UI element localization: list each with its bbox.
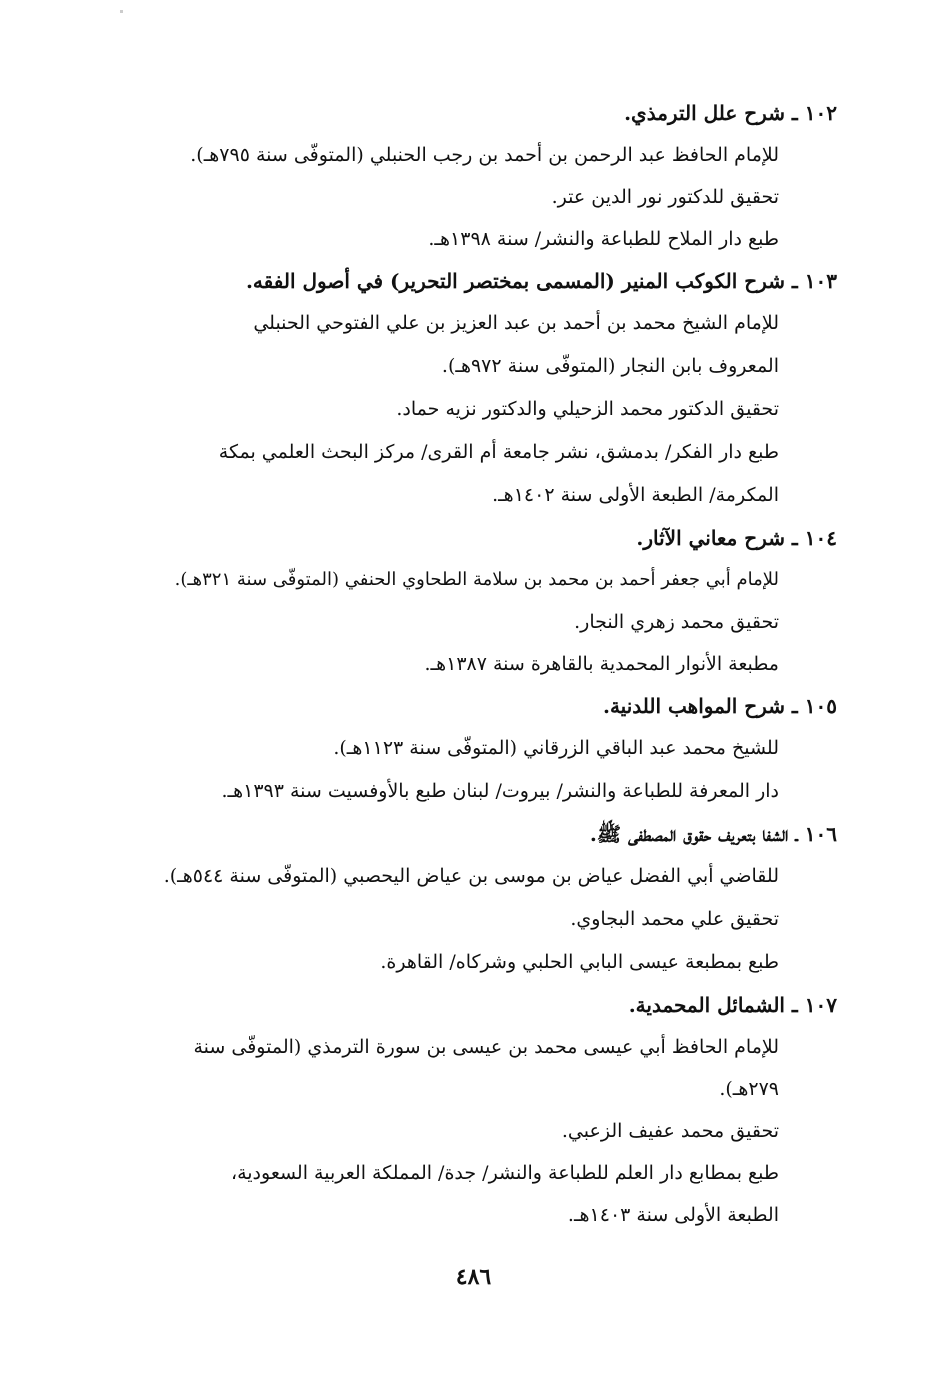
entry-line: للإمام الحافظ أبي عيسى محمد بن عيسى بن سورة الترمذي (المتوفّى سنة	[193, 1036, 779, 1058]
entry-line: تحقيق للدكتور نور الدين عتر.	[551, 186, 779, 208]
entry-line: الطبعة الأولى سنة ١٤٠٣هـ.	[567, 1204, 779, 1226]
page-number: ٤٨٦	[455, 1264, 492, 1290]
entry-number: ١٠٣	[804, 269, 837, 293]
bibliography-entry-106	[92, 813, 837, 984]
entry-title: الشمائل المحمدية.	[628, 993, 785, 1017]
entry-heading: ١٠٢ ـ شرح علل الترمذي.	[92, 92, 837, 134]
entry-line: المعروف بابن النجار (المتوفّى سنة ٩٧٢هـ).	[441, 355, 779, 377]
bibliography-entry-105	[92, 685, 837, 813]
entry-line: طبع دار الملاح للطباعة والنشر/ سنة ١٣٩٨هـ.	[428, 228, 779, 250]
entry-number: ١٠٧	[804, 993, 837, 1017]
bibliography-entry-102	[92, 92, 837, 260]
bibliography-entry-104	[92, 517, 837, 685]
entry-heading: ١٠٦ ـ الشفا بتعريف حقوق المصطفى ﷺ.	[92, 813, 837, 855]
entry-line: دار المعرفة للطباعة والنشر/ بيروت/ لبنان طبع بالأوفسيت سنة ١٣٩٣هـ.	[221, 780, 779, 802]
entry-title: شرح معاني الآثار.	[636, 526, 785, 550]
entry-line: ٢٧٩هـ).	[719, 1078, 779, 1100]
entry-title: الشفا بتعريف حقوق المصطفى ﷺ.	[589, 822, 789, 846]
entry-number: ١٠٢	[804, 101, 837, 125]
entry-line: تحقيق محمد عفيف الزعبي.	[561, 1120, 779, 1142]
entry-line: تحقيق علي محمد البجاوي.	[570, 908, 779, 930]
entry-heading: ١٠٥ ـ شرح المواهب اللدنية.	[92, 685, 837, 727]
entry-title: شرح المواهب اللدنية.	[602, 694, 785, 718]
entry-number: ١٠٥	[804, 694, 837, 718]
entry-line: للإمام أبي جعفر أحمد بن محمد بن سلامة الطحاوي الحنفي (المتوفّى سنة ٣٢١هـ).	[174, 569, 779, 590]
entry-line: للشيخ محمد عبد الباقي الزرقاني (المتوفّى سنة ١١٢٣هـ).	[333, 737, 779, 759]
entry-line: المكرمة/ الطبعة الأولى سنة ١٤٠٢هـ.	[492, 484, 779, 506]
bibliography-entry-103	[92, 260, 837, 517]
entry-heading: ١٠٣ ـ شرح الكوكب المنير (المسمى بمختصر التحرير) في أصول الفقه.	[92, 260, 837, 302]
entry-line: طبع دار الفكر/ بدمشق، نشر جامعة أم القرى/ مركز البحث العلمي بمكة	[218, 441, 779, 463]
entry-number: ١٠٤	[804, 526, 837, 550]
entry-line: للإمام الحافظ عبد الرحمن بن أحمد بن رجب الحنبلي (المتوفّى سنة ٧٩٥هـ).	[190, 144, 779, 166]
entry-line: للإمام الشيخ محمد بن أحمد بن عبد العزيز بن علي الفتوحي الحنبلي	[253, 312, 779, 334]
entry-heading: ١٠٧ ـ الشمائل المحمدية.	[92, 984, 837, 1026]
entry-line: للقاضي أبي الفضل عياض بن موسى بن عياض اليحصبي (المتوفّى سنة ٥٤٤هـ).	[163, 865, 779, 887]
entry-line: تحقيق الدكتور محمد الزحيلي والدكتور نزيه حماد.	[396, 398, 779, 420]
scan-speck	[120, 10, 123, 13]
entry-title: شرح علل الترمذي.	[624, 101, 785, 125]
entry-line: طبع بمطابع دار العلم للطباعة والنشر/ جدة/ المملكة العربية السعودية،	[230, 1162, 779, 1184]
entry-title: شرح الكوكب المنير (المسمى بمختصر التحرير) في أصول الفقه.	[245, 269, 785, 293]
entry-number: ١٠٦	[804, 822, 837, 846]
entry-heading: ١٠٤ ـ شرح معاني الآثار.	[92, 517, 837, 559]
bibliography-entry-107	[92, 984, 837, 1236]
entry-line: تحقيق محمد زهري النجار.	[574, 611, 779, 633]
bibliography-list	[92, 92, 837, 1236]
entry-line: طبع بمطبعة عيسى البابي الحلبي وشركاه/ القاهرة.	[380, 951, 779, 973]
entry-line: مطبعة الأنوار المحمدية بالقاهرة سنة ١٣٨٧هـ.	[424, 653, 779, 675]
